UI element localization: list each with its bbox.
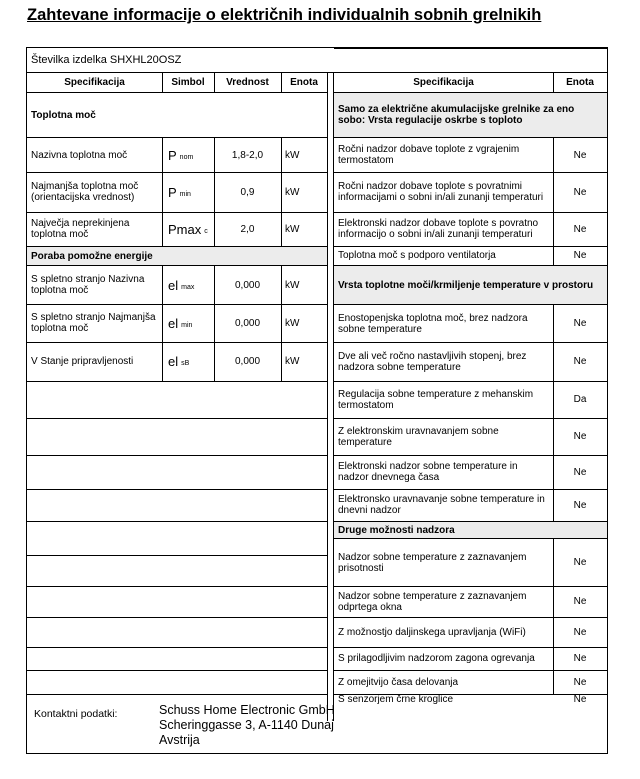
right-row-unit: Ne [573, 557, 587, 568]
right-row-unit: Ne [573, 431, 587, 442]
left-row-symbol [162, 172, 214, 212]
contact-label: Kontaktni podatki: [34, 708, 118, 720]
left-row-spec: Nazivna toplotna moč [31, 149, 128, 161]
right-row-unit: Ne [573, 186, 587, 198]
symbol-letter: el [168, 277, 179, 293]
symbol-subscript: min [181, 321, 193, 329]
symbol-subscript: sB [181, 360, 190, 367]
right-row-spec: S prilagodljivim nadzorom zagona ogrevanja [338, 653, 535, 664]
left-row-unit: kW [285, 186, 300, 198]
right-section-temperature-control: Vrsta toplotne moči/krmiljenje temperature v prostoru [334, 266, 607, 304]
right-row-spec: Z možnostjo daljinskega upravljanja (WiFi) [338, 626, 526, 638]
left-row-symbol [162, 212, 214, 246]
symbol-letter: P [168, 147, 177, 163]
left-row-spec: Največja neprekinjena toplotna moč [31, 218, 130, 240]
left-header-unit: Enota [290, 77, 318, 88]
right-row-unit: Ne [573, 356, 587, 367]
right-row-spec: Nadzor sobne temperature z zaznavanjem prisotnosti [338, 551, 527, 574]
right-row-spec: Elektronsko uravnavanje sobne temperature in dnevni nadzor [338, 494, 545, 516]
symbol-subscript: nom [179, 153, 194, 161]
right-row-unit: Ne [573, 250, 587, 261]
right-row-unit: Ne [573, 596, 587, 607]
right-row-spec: Ročni nadzor dobave toplote s povratnimi informacijami o sobni in/ali zunanji temperaturi [338, 181, 544, 203]
left-row-symbol [162, 304, 214, 342]
right-row-unit: Da [573, 394, 587, 405]
left-row-value: 1,8-2,0 [231, 149, 264, 161]
left-row-value: 0,9 [240, 186, 255, 198]
right-row-unit: Ne [573, 694, 587, 705]
left-header-spec: Specifikacija [64, 77, 125, 88]
left-row-unit: kW [285, 149, 300, 161]
left-row-value: 0,000 [234, 317, 261, 329]
symbol-letter: P [168, 184, 177, 200]
right-row-spec: Ročni nadzor dobave toplote z vgrajenim termostatom [338, 144, 520, 166]
table-line [334, 48, 607, 49]
right-row-unit: Ne [573, 626, 587, 638]
left-row-value: 0,000 [234, 356, 261, 367]
contact-country: Avstrija [159, 733, 200, 747]
left-row-spec: V Stanje pripravljenosti [31, 356, 134, 367]
right-row-unit: Ne [573, 318, 587, 329]
left-row-unit: kW [285, 279, 300, 291]
contact-company: Schuss Home Electronic GmbH [159, 703, 335, 717]
left-row-value: 2,0 [240, 223, 255, 235]
symbol-letter: el [168, 315, 179, 331]
table-line [27, 455, 327, 456]
product-info-table [26, 47, 608, 754]
table-line [27, 617, 327, 618]
table-line [27, 521, 327, 522]
table-line [27, 555, 327, 556]
right-row-unit: Ne [573, 223, 587, 235]
left-row-unit: kW [285, 356, 300, 367]
right-row-spec: Regulacija sobne temperature z mehanskim termostatom [338, 388, 534, 411]
right-row-spec: Elektronski nadzor sobne temperature in nadzor dnevnega časa [338, 461, 518, 483]
table-line [27, 418, 327, 419]
right-row-spec: Toplotna moč s podporo ventilatorja [338, 250, 496, 261]
left-row-symbol [162, 266, 214, 304]
table-line [27, 381, 327, 382]
right-header-unit: Enota [566, 77, 594, 88]
left-row-value: 0,000 [234, 279, 261, 291]
symbol-letter: el [168, 354, 179, 369]
table-line [27, 647, 327, 648]
right-header-spec: Specifikacija [413, 77, 474, 88]
right-row-spec: Enostopenjska toplotna moč, brez nadzora sobne temperature [338, 312, 528, 335]
right-row-unit: Ne [573, 466, 587, 478]
left-row-spec: S spletno stranjo Najmanjša toplotna moč [31, 312, 156, 334]
right-row-spec: Z elektronskim uravnavanjem sobne temperature [338, 425, 499, 448]
right-row-unit: Ne [573, 149, 587, 161]
left-header-symbol: Simbol [171, 77, 205, 88]
table-line [27, 586, 327, 587]
right-row-spec: Z omejitvijo časa delovanja [338, 676, 459, 688]
symbol-subscript: max [181, 283, 195, 291]
right-section-storage-heaters: Samo za električne akumulacijske grelnike za eno sobo: Vrsta regulacije oskrbe s toploto [334, 93, 607, 137]
right-row-spec: Dve ali več ročno nastavljivih stopenj, brez nadzora sobne temperature [338, 350, 527, 373]
symbol-subscript: min [179, 190, 191, 198]
right-row-unit: Ne [573, 653, 587, 664]
table-line [27, 489, 327, 490]
symbol-subscript: c [204, 227, 208, 235]
right-section-other-control: Druge možnosti nadzora [334, 522, 607, 538]
symbol-letter: Pmax [168, 221, 202, 237]
left-header-value: Vrednost [226, 77, 269, 88]
left-row-spec: Najmanjša toplotna moč (orientacijska vrednost) [31, 181, 139, 203]
left-row-unit: kW [285, 223, 300, 235]
right-row-unit: Ne [573, 499, 587, 511]
product-number: Številka izdelka SHXHL20OSZ [31, 54, 182, 66]
right-row-unit: Ne [573, 676, 587, 688]
contact-details [159, 703, 335, 748]
contact-street: Scheringgasse 3, A-1140 Dunaj [159, 718, 334, 732]
table-line [27, 670, 327, 671]
right-row-spec: Elektronski nadzor dobave toplote s povratno informacijo o sobni in/ali zunanji temperaturi [338, 218, 539, 240]
left-row-spec: S spletno stranjo Nazivna toplotna moč [31, 274, 145, 296]
right-row-spec: S senzorjem črne kroglice [338, 694, 454, 705]
left-section-heat-output: Toplotna moč [31, 109, 96, 121]
left-row-unit: kW [285, 317, 300, 329]
left-row-symbol [162, 138, 214, 172]
document-title: Zahtevane informacije o električnih individualnih sobnih grelnikih [27, 6, 542, 24]
left-row-symbol [162, 342, 214, 381]
column-gap [327, 73, 334, 721]
right-row-spec: Nadzor sobne temperature z zaznavanjem odprtega okna [338, 590, 527, 613]
left-section-aux-power: Poraba pomožne energije [27, 247, 327, 265]
